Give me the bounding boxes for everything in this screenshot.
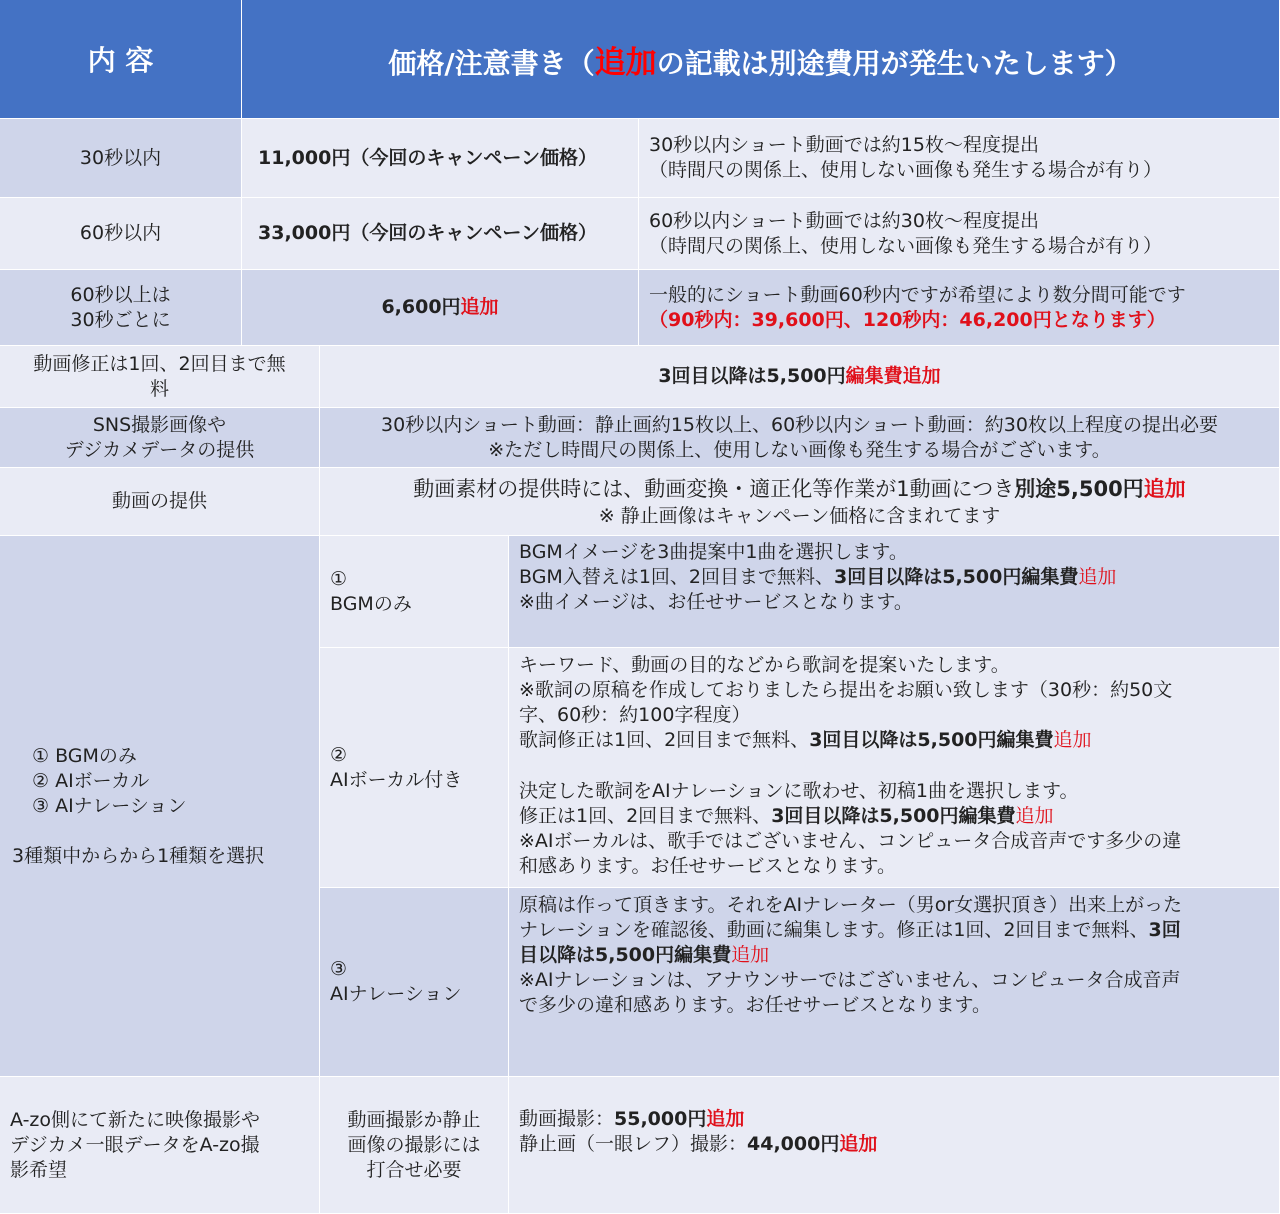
row-30s-label: 30秒以内 xyxy=(0,119,242,198)
music-options-label: ① BGMのみ ② AIボーカル ③ AIナレーション 3種類中からから1種類を選択 xyxy=(0,536,320,1077)
row-30s-note: 30秒以内ショート動画では約15枚〜程度提出 （時間尺の関係上、使用しない画像も発生する場合が有り） xyxy=(639,119,1280,198)
row-over60-price: 6,600円 追加 xyxy=(242,270,639,346)
music-narration-text: 原稿は作って頂きます。それをAIナレーター（男or女選択頂き）出来上がった ナレーションを確認後、動画に編集します。修正は1回、2回目まで無料、3回 目以降は5,500円編集費追加 ※AIナレーションは、アナウンサーではございません、コンピュータ合成音声 で多少の違和感あります。お任せサービスとなります。 xyxy=(509,888,1280,1077)
row-shoot-prices: 動画撮影：55,000円追加 静止画（一眼レフ）撮影：44,000円追加 xyxy=(509,1077,1280,1214)
row-shoot-label: A-zo側にて新たに映像撮影や デジカメ一眼データをA-zo撮 影希望 xyxy=(0,1077,320,1214)
header-col-price xyxy=(242,0,1280,119)
row-video-label: 動画の提供 xyxy=(0,468,320,536)
music-bgm-text: BGMイメージを3曲提案中1曲を選択します。 BGM入替えは1回、2回目まで無料、3回目以降は5,500円編集費追加 ※曲イメージは、お任せサービスとなります。 xyxy=(509,536,1280,648)
music-bgm-label: ① BGMのみ xyxy=(320,536,509,648)
music-vocal-label: ② AIボーカル付き xyxy=(320,648,509,888)
row-revision-label: 動画修正は1回、2回目まで無 料 xyxy=(0,346,320,408)
music-narration-label: ③ AIナレーション xyxy=(320,888,509,1077)
row-60s-note: 60秒以内ショート動画では約30枚〜程度提出 （時間尺の関係上、使用しない画像も発生する場合が有り） xyxy=(639,198,1280,270)
header-col-content xyxy=(0,0,242,119)
row-over60-label: 60秒以上は 30秒ごとに xyxy=(0,270,242,346)
row-sns-text: 30秒以内ショート動画：静止画約15枚以上、60秒以内ショート動画：約30枚以上程度の提出必要 ※ただし時間尺の関係上、使用しない画像も発生する場合がございます。 xyxy=(320,408,1280,468)
row-60s-label: 60秒以内 xyxy=(0,198,242,270)
row-60s-price: 33,000円（今回のキャンペーン価格） xyxy=(242,198,639,270)
row-sns-label: SNS撮影画像や デジカメデータの提供 xyxy=(0,408,320,468)
row-30s-price: 11,000円（今回のキャンペーン価格） xyxy=(242,119,639,198)
header-price-label: 価格/注意書き（追加の記載は別途費用が発生いたします） xyxy=(388,44,1133,81)
row-over60-note: 一般的にショート動画60秒内ですが希望により数分間可能です （90秒内：39,600円、120秒内：46,200円となります） xyxy=(639,270,1280,346)
row-shoot-mid: 動画撮影か静止 画像の撮影には 打合せ必要 xyxy=(320,1077,509,1214)
header-content-label: 内 容 xyxy=(87,44,154,77)
row-video-text: 動画素材の提供時には、動画変換・適正化等作業が1動画につき別途5,500円追加 ※ 静止画像はキャンペーン価格に含まれてます xyxy=(320,468,1280,536)
music-vocal-text: キーワード、動画の目的などから歌詞を提案いたします。 ※歌詞の原稿を作成しておりましたら提出をお願い致します（30秒：約50文 字、60秒：約100字程度） 歌詞修正は1回、2回目まで無料、3回目以降は5,500円編集費追加 決定した歌詞をAIナレーションに歌わせ、初稿1曲を選択します。 修正は1回、2回目まで無料、3回目以降は5,500円編集費追加 ※AIボーカルは、歌手ではございません、コンピュータ合成音声です多少の違 和感あります。お任せサービスとなります。 xyxy=(509,648,1280,888)
row-revision-text: 3回目以降は5,500円 編集費追加 xyxy=(320,346,1280,408)
